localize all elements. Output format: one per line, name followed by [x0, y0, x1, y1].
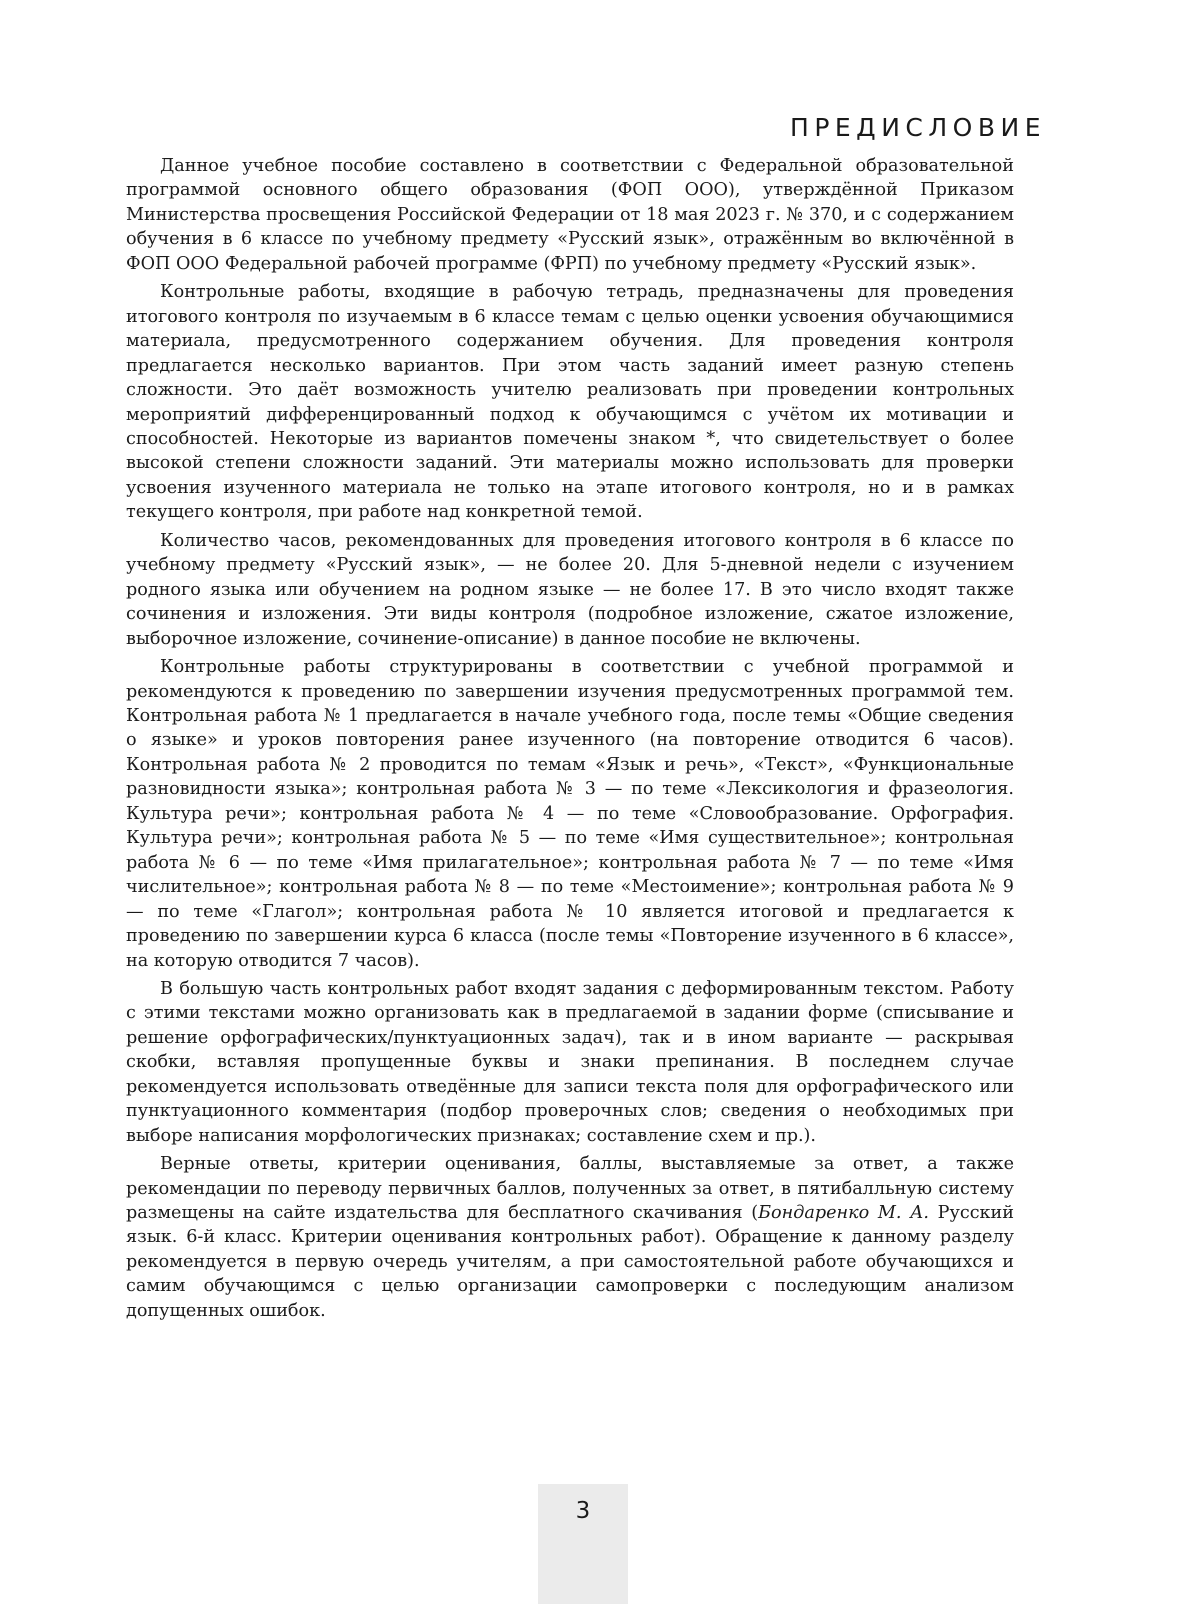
page-title: ПРЕДИСЛОВИЕ [790, 113, 1046, 142]
paragraph: Количество часов, рекомендованных для проведения итогового контроля в 6 классе по учебному предмету «Русский язык», — не более 20. Для 5-дневной недели с изучением родного языка или обучением на родном языке — не более 17. В это число входят также сочинения и изложения. Эти виды контроля (подробное изложение, сжатое изложение, выборочное изложение, сочинение-описание) в данное пособие не включены. [126, 530, 1014, 649]
paragraph: Данное учебное пособие составлено в соответствии с Федеральной образовательной программой основного общего образования (ФОП ООО), утверждённой Приказом Министерства просвещения Российской Федерации от 18 мая 2023 г. № 370, и с содержанием обучения в 6 классе по учебному предмету «Русский язык», отражённым во включённой в ФОП ООО Федеральной рабочей программе (ФРП) по учебному предмету «Русский язык». [126, 156, 1014, 274]
paragraph: В большую часть контрольных работ входят задания с деформированным текстом. Работу с этими текстами можно организовать как в предлагаемой в задании форме (списывание и решение орфографических/пунктуационных задач), так и в ином варианте — раскрывая скобки, вставляя пропущенные буквы и знаки препинания. В последнем случае рекомендуется использовать отведённые для записи текста поля для орфографического или пунктуационного комментария (подбор проверочных слов; сведения о необходимых при выборе написания морфологических признаках; составление схем и пр.). [126, 978, 1014, 1146]
paragraph-last [126, 1152, 1014, 1323]
paragraph-text: Русский язык. 6-й класс. Критерии оценивания контрольных работ). Обращение к данному разделу рекомендуется в первую очередь учителям, а при самостоятельной работе обучающихся и самим обучающимся с целью организации самопроверки с последующим анализом допущенных ошибок. [126, 1203, 1014, 1321]
paragraph: Контрольные работы, входящие в рабочую тетрадь, предназначены для проведения итогового контроля по изучаемым в 6 классе темам с целью оценки усвоения обучающимися материала, предусмотренного содержанием обучения. Для проведения контроля предлагается несколько вариантов. При этом часть заданий имеет разную степень сложности. Это даёт возможность учителю реализовать при проведении контрольных мероприятий дифференцированный подход к обучающимся с учётом их мотивации и способностей. Некоторые из вариантов помечены знаком *, что свидетельствует о более высокой степени сложности заданий. Эти материалы можно использовать для проверки усвоения изученного материала не только на этапе итогового контроля, но и в рамках текущего контроля, при работе над конкретной темой. [126, 282, 1014, 523]
page-number-box [538, 1484, 628, 1604]
page-number: 3 [575, 1498, 591, 1524]
author-name: Бондаренко М. А. [758, 1203, 930, 1224]
paragraph-text: Верные ответы, критерии оценивания, баллы, выставляемые за ответ, а также рекомендации по переводу первичных баллов, полученных за ответ, в пятибалльную систему размещены на сайте издательства для бесплатного скачивания ( [126, 1154, 1014, 1224]
paragraph: Контрольные работы структурированы в соответствии с учебной программой и рекомендуются к проведению по завершении изучения предусмотренных программой тем. Контрольная работа № 1 предлагается в начале учебного года, после темы «Общие сведения о языке» и уроков повторения ранее изученного (на повторение отводится 6 часов). Контрольная работа № 2 проводится по темам «Язык и речь», «Текст», «Функциональные разновидности языка»; контрольная работа № 3 — по теме «Лексикология и фразеология. Культура речи»; контрольная работа № 4 — по теме «Словообразование. Орфография. Культура речи»; контрольная работа № 5 — по теме «Имя существительное»; контрольная работа № 6 — по теме «Имя прилагательное»; контрольная работа № 7 — по теме «Имя числительное»; контрольная работа № 8 — по теме «Местоимение»; контрольная работа № 9 — по теме «Глагол»; контрольная работа № 10 является итоговой и предлагается к проведению по завершении курса 6 класса (после темы «Повторение изученного в 6 классе», на которую отводится 7 часов). [126, 657, 1014, 971]
body-text [126, 154, 1014, 1323]
